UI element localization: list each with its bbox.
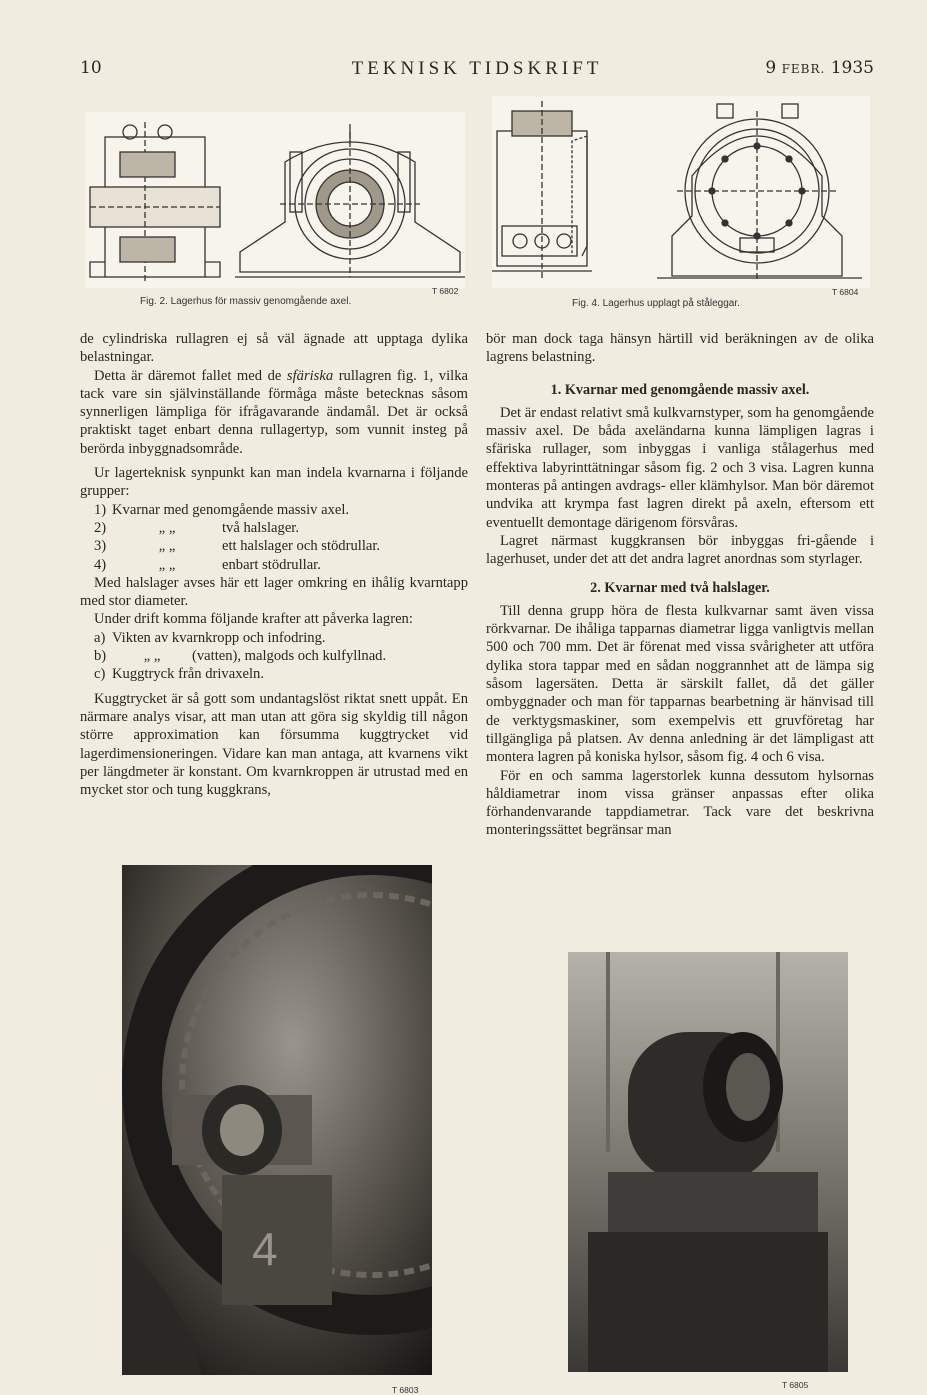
fig3-photo	[122, 865, 432, 1375]
fig2-caption: Fig. 2. Lagerhus för massiv genomgående axel.	[140, 296, 352, 307]
page-number: 10	[80, 58, 102, 78]
section-heading-2: 2. Kvarnar med två halslager.	[590, 579, 770, 596]
right-p3: Lagret närmast kuggkransen bör inbyggas fri-gående i lagerhuset, under det att det andra lagret anordnas som styrlager.	[486, 532, 874, 568]
right-p5: För en och samma lagerstorlek kunna dessutom hylsornas håldiametrar inom vissa gränser anpassas efter olika förhandenvarande tappdiametrar. Tack vare det beskrivna monteringssättet begränsar man	[486, 767, 874, 839]
left-p5: Under drift komma följande krafter att påverka lagren:	[94, 611, 413, 628]
right-p1: bör man dock taga hänsyn härtill vid beräkningen av de olika lagrens belastning.	[486, 331, 874, 366]
left-p4: Med halslager avses här ett lager omkring en ihålig kvarntapp med stor diameter.	[80, 574, 468, 610]
fig5-photo	[568, 952, 848, 1372]
group-3: 3) „ „ ett halslager och stödrullar.	[94, 538, 381, 555]
right-column	[486, 330, 874, 840]
section-heading-1: 1. Kvarnar med genomgående massiv axel.	[550, 381, 810, 398]
issue-date: 9 FEBR. 1935	[765, 58, 874, 78]
right-p4: Till denna grupp höra de flesta kulkvarnar samt även vissa rörkvarnar. De ihåliga tapparnas diametrar ligga vanligtvis mellan 500 och 700 mm. Det är förenat med vissa svårigheter att utföra dylika stora tappar med en sådan noggrannhet att de lämpa sig såsom lagersäten. Detta är särskilt fallet, då det gäller ombyggnader och man för tapparnas bearbetning är hänvisad till de verktygsmaskiner, som exempelvis ett gruvföretag har tillgängliga på platsen. Av denna anledning är det lämpligast att montera lagren på koniska hylsor, såsom fig. 4 och 6 visa.	[486, 602, 874, 766]
force-b: b) „ „ (vatten), malgods och kulfyllnad.	[94, 648, 387, 665]
fig2-code: T 6802	[432, 286, 459, 296]
left-p6: Kuggtrycket är så gott som undantagslöst riktat snett uppåt. En närmare analys visar, att man utan att göra sig skyldig till någon större approximation kan försumma kuggtrycket vid lagerdimensioneringen. Vidare kan man antaga, att kvarnens vikt per längdmeter är konstant. Om kvarnkroppen är utrustad med en mycket stor och tung kuggkrans,	[80, 690, 468, 799]
svg-text:4: 4	[252, 1223, 278, 1275]
group-4: 4) „ „ enbart stödrullar.	[94, 556, 321, 573]
fig4-drawing	[492, 96, 870, 288]
left-p3: Ur lagerteknisk synpunkt kan man indela kvarnarna i följande grupper:	[80, 465, 468, 500]
left-column	[80, 330, 468, 799]
fig2-drawing	[85, 112, 465, 288]
force-a: a) Vikten av kvarnkropp och infodring.	[94, 629, 326, 646]
page-header	[80, 56, 874, 84]
fig4-code: T 6804	[832, 287, 859, 297]
left-p1: de cylindriska rullagren ej så väl ägnade att upptaga dylika belastningar.	[80, 331, 468, 366]
group-1: 1) Kvarnar med genomgående massiv axel.	[94, 501, 350, 518]
left-p2: Detta är däremot fallet med de sfäriska rullagren fig. 1, vilka tack vare sin självinställande förmåga måste betecknas såsom synnerligen lämpliga för ifrågavarande ändamål. Det är också praktiskt taget enbart denna rullagertyp, som vunnit insteg på berörda inbyggnadsområde.	[80, 367, 468, 457]
fig3-code: T 6803	[392, 1385, 419, 1395]
right-p2: Det är endast relativt små kulkvarnstyper, som ha genomgående massiv axel. De båda axeländarna kunna lämpligen lagras i sfäriska rullager, som inbyggas i vanliga stålagerhus med effektiva labyrinttätningar såsom fig. 2 och 3 visa. Lagren kunna monteras på antingen avdrags- eller klämhylsor. Man bör däremot undvika att krympa fast lagren direkt på axeln, eftersom ett eventuellt demontage därigenom försvåras.	[486, 404, 874, 531]
journal-title: TEKNISK TIDSKRIFT	[351, 58, 603, 79]
fig4-caption: Fig. 4. Lagerhus upplagt på ståleggar.	[572, 298, 740, 309]
force-c: c) Kuggtryck från drivaxeln.	[94, 666, 264, 683]
fig5-code: T 6805	[782, 1380, 809, 1390]
group-2: 2) „ „ två halslager.	[94, 519, 299, 536]
